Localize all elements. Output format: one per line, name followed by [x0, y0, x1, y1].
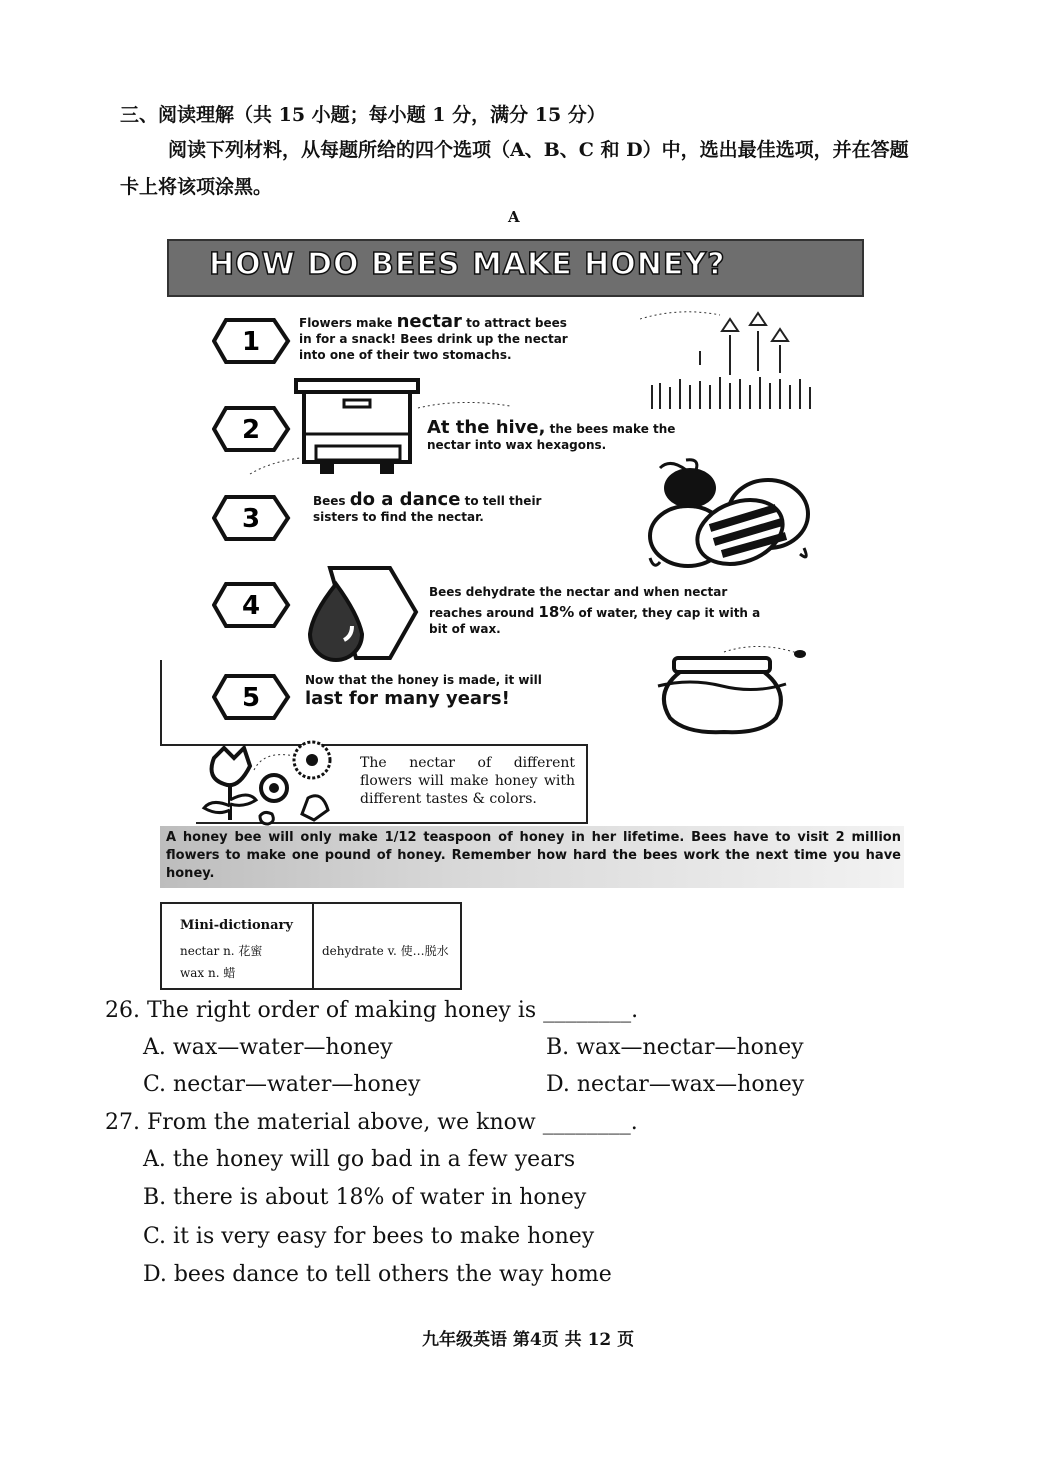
question-27-option-c: C. it is very easy for bees to make honey: [143, 1224, 595, 1249]
step-4-text: Bees dehydrate the nectar and when nectar reaches around 18% of water, they cap it with a bit of wax.: [429, 585, 761, 636]
honey-pot-icon: [650, 642, 820, 737]
section-instruction: 阅读下列材料，从每题所给的四个选项（A、B、C 和 D）中，选出最佳选项，并在答题卡上将该项涂黑。: [120, 139, 909, 198]
section-title: 三、阅读理解（共 15 小题；每小题 1 分，满分 15 分）: [120, 104, 606, 126]
mini-dictionary-title: Mini-dictionary: [180, 918, 293, 933]
honey-drop-icon: [296, 564, 422, 664]
infographic-banner: [167, 239, 864, 297]
step-5-number: 5: [241, 683, 261, 713]
flower-note-text: The nectar of different flowers will make honey with different tastes & colors.: [360, 755, 575, 807]
question-27-option-b: B. there is about 18% of water in honey: [143, 1185, 587, 1210]
dictionary-entry: nectar n. 花蜜: [180, 944, 263, 958]
dictionary-entry: wax n. 蜡: [180, 966, 236, 980]
flowers-icon: [194, 730, 354, 826]
bee-icon: [600, 458, 830, 578]
hexagon-4-icon: [212, 580, 292, 630]
dictionary-entry: dehydrate v. 使…脱水: [322, 944, 449, 958]
flowers-field-icon: [640, 305, 830, 413]
mini-dictionary-left: [160, 902, 312, 990]
question-26-stem: 26. The right order of making honey is ________.: [105, 998, 639, 1023]
mini-dictionary-right: [312, 902, 462, 990]
question-27-option-a: A. the honey will go bad in a few years: [143, 1147, 576, 1172]
fact-text: A honey bee will only make 1/12 teaspoon of honey in her lifetime. Bees have to visit 2 million flowers to make one pound of honey. Remember how hard the bees work the next time you have honey.: [166, 830, 901, 881]
step-1-number: 1: [241, 327, 261, 357]
step-2-number: 2: [241, 415, 261, 445]
question-26-option-c: C. nectar—water—honey: [143, 1072, 421, 1097]
frame-divider: [160, 660, 162, 746]
step-5-text: Now that the honey is made, it will last for many years!: [305, 673, 542, 709]
step-4-number: 4: [241, 591, 261, 621]
question-26-option-b: B. wax—nectar—honey: [546, 1035, 804, 1060]
step-2-text: At the hive, the bees make the nectar into wax hexagons.: [427, 417, 676, 452]
banner-title: HOW DO BEES MAKE HONEY?: [209, 247, 726, 282]
hexagon-5-icon: [212, 672, 292, 722]
passage-label: A: [508, 208, 520, 226]
page-footer: 九年级英语 第4页 共 12 页: [422, 1330, 635, 1350]
hexagon-3-icon: [212, 493, 292, 543]
question-27-stem: 27. From the material above, we know ________.: [105, 1110, 638, 1135]
hexagon-1-icon: [212, 316, 292, 366]
question-26-option-a: A. wax—water—honey: [143, 1035, 393, 1060]
question-27-option-d: D. bees dance to tell others the way home: [143, 1262, 612, 1287]
step-1-text: Flowers make nectar to attract bees in for a snack! Bees drink up the nectar into one of their two stomachs.: [299, 311, 568, 362]
step-3-number: 3: [241, 504, 261, 534]
step-3-text: Bees do a dance to tell their sisters to find the nectar.: [313, 489, 542, 524]
question-26-option-d: D. nectar—wax—honey: [546, 1072, 805, 1097]
